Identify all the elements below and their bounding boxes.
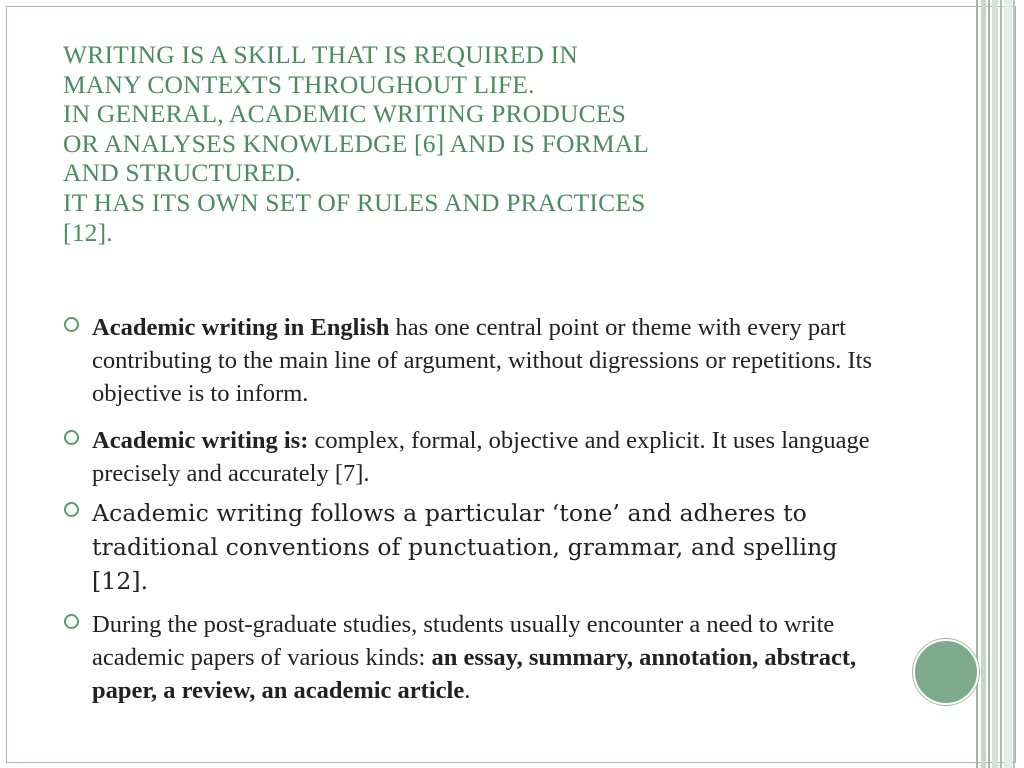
decor-stripe [988, 0, 990, 768]
circle-bullet-icon [64, 317, 79, 332]
bullet-text: During the post-graduate studies, students usually encounter a need to write academic papers of various kinds: [92, 611, 835, 671]
slide-title [63, 40, 823, 247]
bullet-text: has one central point or theme with every part contributing to the main line of argument, without digressions or repetitions. Its objective is to inform. [92, 314, 873, 407]
bullet-list [62, 311, 892, 707]
bullet-bold: an essay, summary, annotation, abstract, paper, a review, an academic article [92, 644, 857, 704]
circle-bullet-icon [64, 430, 79, 445]
title-line: IN GENERAL, ACADEMIC WRITING PRODUCES [63, 99, 626, 129]
bullet-text: Academic writing follows a particular ‘tone’ and adheres to traditional conventions of punctuation, grammar, and spelling [12]. [92, 499, 838, 595]
bullet-item [62, 424, 892, 490]
decor-stripe [981, 0, 986, 768]
bullet-item [62, 608, 892, 707]
bullet-item [62, 496, 892, 598]
title-line: WRITING IS A SKILL THAT IS REQUIRED IN [63, 40, 578, 69]
decor-circle [913, 639, 979, 705]
decor-stripe [1013, 0, 1015, 768]
bullet-text-end: . [464, 677, 471, 704]
decor-stripe [976, 0, 978, 768]
bullet-bold: Academic writing is: [92, 427, 309, 454]
circle-bullet-icon [64, 502, 79, 517]
decor-stripe [1000, 0, 1002, 768]
decor-stripe [1004, 0, 1012, 768]
decor-stripe [992, 0, 998, 768]
bullet-bold: Academic writing in English [92, 314, 390, 341]
bullet-text: complex, formal, objective and explicit. It uses language precisely and accurately [7]. [92, 427, 870, 487]
title-line: [12]. [63, 217, 113, 247]
title-line: AND STRUCTURED. [63, 158, 302, 188]
title-line: MANY CONTEXTS THROUGHOUT LIFE. [63, 69, 535, 99]
title-line: OR ANALYSES KNOWLEDGE [6] AND IS FORMAL [63, 128, 650, 158]
title-line: IT HAS ITS OWN SET OF RULES AND PRACTICES [63, 187, 646, 217]
bullet-item [62, 311, 892, 410]
circle-bullet-icon [64, 614, 79, 629]
